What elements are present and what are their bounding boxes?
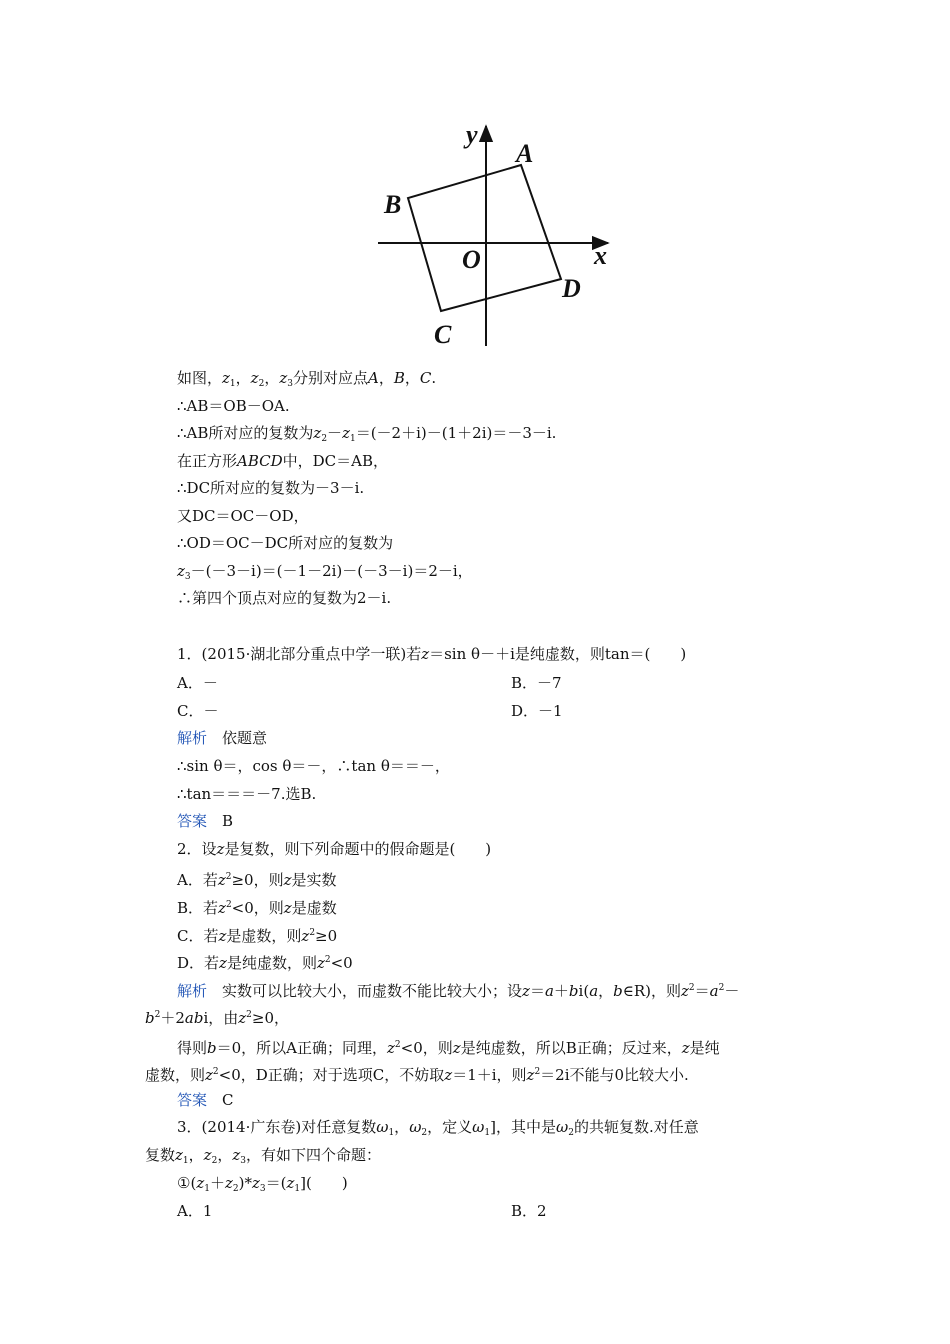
analysis-line: 解析 依题意	[177, 729, 268, 747]
option-b: B．2	[511, 1202, 547, 1220]
analysis-line: 虚数，则$z^2<0$，D正确；对于选项C，不妨取z＝1＋i，则$z^2=2i$不能与0比较大小.	[145, 1066, 689, 1084]
analysis-line: $b^2+2abi$，由$z^2\ge 0$，	[145, 1009, 290, 1027]
vertex-a-label: A	[516, 139, 534, 168]
solution-line: $z_3-(-3-i)=(-1-2i)-(-3-i)=2-i$，	[177, 562, 473, 582]
option-a: A．若$z^2\ge 0$，则z是实数	[177, 871, 337, 889]
proposition-line: $①(z_1+z_2)*z_3=(z_1]$( )	[177, 1174, 348, 1194]
analysis-line: ∴sin θ＝，cos θ＝－，∴tan θ＝＝－，	[177, 757, 450, 775]
answer-label: 答案	[177, 812, 208, 830]
origin-label: O	[462, 245, 481, 274]
x-axis-label: x	[594, 241, 607, 270]
analysis-line: 解析 实数可以比较大小，而虚数不能比较大小；设z＝a＋bi(a，b∈R)，则$z^2=a^2-$	[177, 982, 740, 1000]
solution-line: 又DC＝OC－OD，	[177, 507, 309, 525]
solution-line: 在正方形ABCD中，DC＝AB，	[177, 452, 389, 470]
vertex-b-label: B	[384, 190, 402, 219]
solution-line: ∴AB所对应的复数为$z_2-z_1=(-2+i)-(1+2i)=-3-i$.	[177, 424, 557, 444]
option-d: D．－1	[511, 702, 563, 720]
square-abcd	[408, 165, 561, 311]
option-a: A．1	[177, 1202, 213, 1220]
answer-line: 答案 C	[177, 1091, 234, 1109]
analysis-label: 解析	[177, 982, 208, 1000]
square-abcd-figure	[370, 118, 620, 353]
analysis-label: 解析	[177, 729, 208, 747]
analysis-line: 得则b＝0，所以A正确；同理，$z^2<0$，则z是纯虚数，所以B正确；反过来，z是纯	[177, 1039, 720, 1057]
answer-label: 答案	[177, 1091, 208, 1109]
option-b: B．若$z^2<0$，则z是虚数	[177, 899, 337, 917]
vertex-d-label: D	[562, 274, 581, 303]
solution-line: ∴DC所对应的复数为－3－i.	[177, 479, 365, 497]
solution-line: ∴OD＝OC－DC所对应的复数为	[177, 534, 394, 552]
solution-line: ∴第四个顶点对应的复数为2－i.	[177, 589, 392, 607]
option-b: B．－7	[511, 674, 562, 692]
y-axis-label: y	[466, 120, 478, 149]
option-c: C．－	[177, 702, 219, 720]
question-stem: 3．(2014·广东卷)对任意复数$\omega_1$，$\omega_2$，定义$\omega_1$]，其中是$\omega_2$的共轭复数.对任意	[177, 1118, 699, 1138]
option-c: C．若z是虚数，则$z^2\ge 0$	[177, 927, 338, 945]
option-a: A．－	[177, 674, 218, 692]
vertex-c-label: C	[434, 320, 452, 349]
solution-line: 如图，$z_1$，$z_2$，$z_3$分别对应点A，B，C.	[177, 369, 437, 389]
question-stem: 复数$z_1$，$z_2$，$z_3$，有如下四个命题：	[145, 1146, 381, 1166]
question-stem: 2．设z是复数，则下列命题中的假命题是( )	[177, 840, 492, 858]
question-stem: 1．(2015·湖北部分重点中学一联)若z＝sin θ－＋i是纯虚数，则tan＝( )	[177, 645, 687, 663]
answer-line: 答案 B	[177, 812, 234, 830]
analysis-line: ∴tan＝＝＝－7.选B.	[177, 785, 317, 803]
option-d: D．若z是纯虚数，则$z^2<0$	[177, 954, 353, 972]
solution-line: ∴AB＝OB－OA.	[177, 397, 290, 415]
